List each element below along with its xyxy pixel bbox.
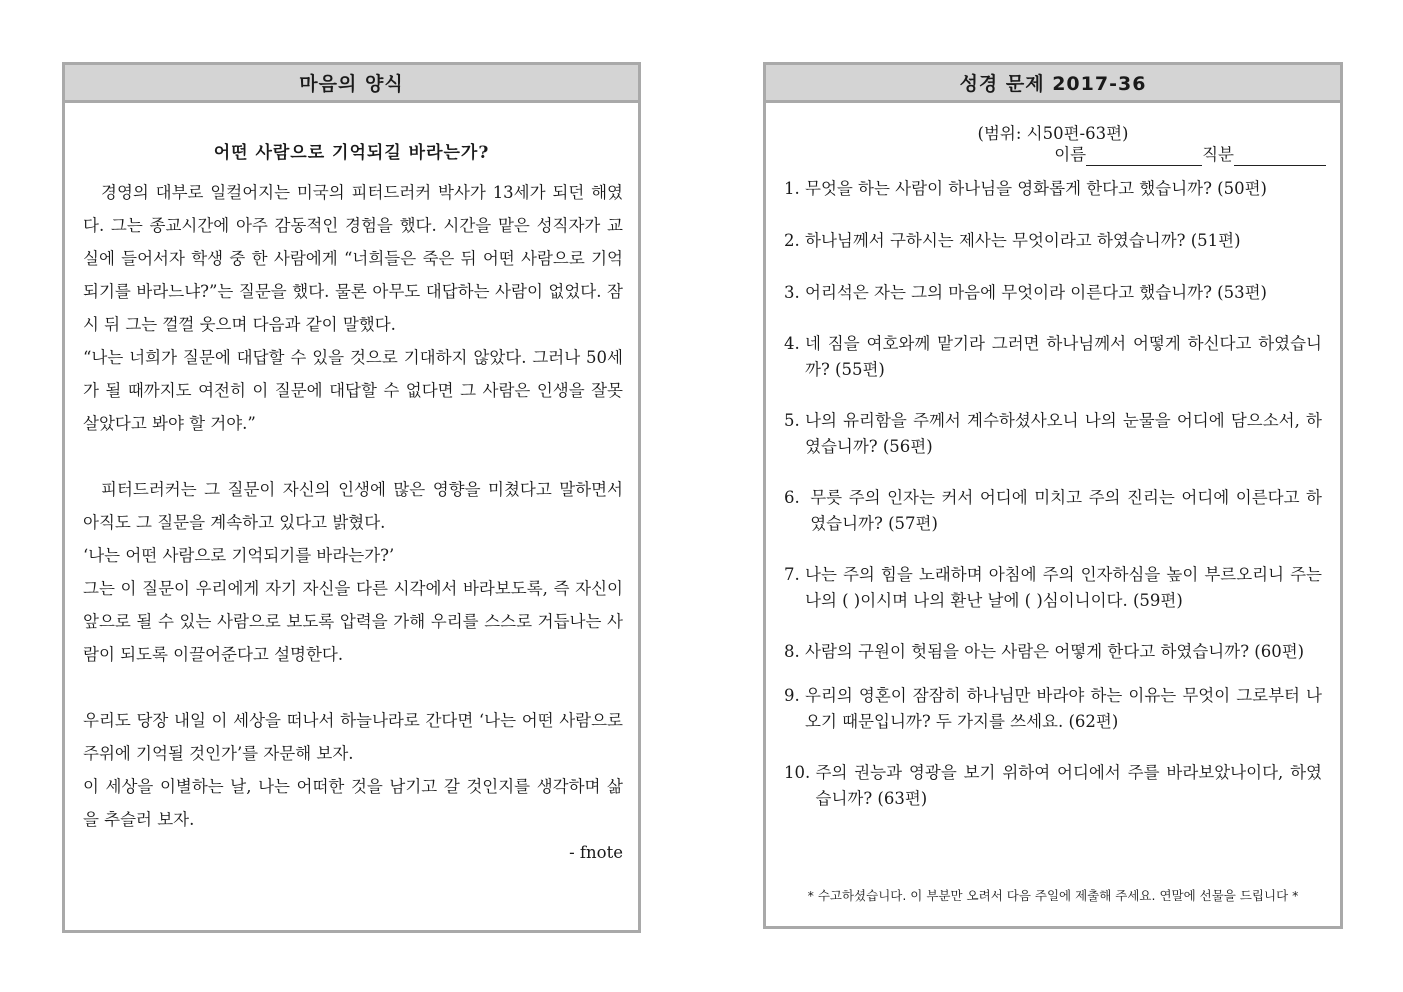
question-text: 나의 유리함을 주께서 계수하셨사오니 나의 눈물을 어디에 담으소서, 하였습니까? (56편) — [805, 411, 1322, 456]
question-number: 10. — [784, 763, 816, 782]
name-blank[interactable] — [1086, 147, 1202, 166]
article-signature: - fnote — [569, 843, 623, 862]
name-position-line — [766, 144, 1326, 166]
article-quote: “나는 너희가 질문에 대답할 수 있을 것으로 기대하지 않았다. 그러나 50세가 될 때까지도 여전히 이 질문에 대답할 수 없다면 그 사람은 인생을 잘못 살았다고 봐야 할 거야.” — [83, 348, 623, 433]
question-text: 어리석은 자는 그의 마음에 무엇이라 이른다고 했습니까? (53편) — [805, 283, 1267, 302]
question-number: 5. — [784, 411, 805, 430]
question-item — [784, 639, 1322, 665]
question-item — [784, 760, 1322, 812]
question-item — [784, 485, 1322, 537]
question-text: 무릇 주의 인자는 커서 어디에 미치고 주의 진리는 어디에 이른다고 하였습니까? (57편) — [810, 488, 1322, 533]
question-text: 하나님께서 구하시는 제사는 무엇이라고 하였습니까? (51편) — [805, 231, 1241, 250]
quiz-panel — [763, 62, 1343, 929]
article-paragraph: 경영의 대부로 일컬어지는 미국의 피터드러커 박사가 13세가 되던 해였다. 그는 종교시간에 아주 감동적인 경험을 했다. 시간을 맡은 성직자가 교실에 들어서자 학생 중 한 사람에게 “너희들은 죽은 뒤 어떤 사람으로 기억되기를 바라느냐?”는 질문을 했다. 물론 아무도 대답하는 사람이 없었다. 잠시 뒤 그는 껄껄 웃으며 다음과 같이 말했다. — [83, 183, 623, 334]
question-list — [784, 176, 1322, 812]
article-paragraph: 우리도 당장 내일 이 세상을 떠나서 하늘나라로 간다면 ‘나는 어떤 사람으로 주위에 기억될 것인가’를 자문해 보자. — [83, 711, 623, 763]
question-text: 나는 주의 힘을 노래하며 아침에 주의 인자하심을 높이 부르오리니 주는 나의 ( )이시며 나의 환난 날에 ( )심이니이다. (59편) — [805, 565, 1322, 610]
article-title: 어떤 사람으로 기억되길 바라는가? — [213, 143, 490, 163]
article-paragraph: 그는 이 질문이 우리에게 자기 자신을 다른 시각에서 바라보도록, 즉 자신이 앞으로 될 수 있는 사람으로 보도록 압력을 가해 우리를 스스로 거듭나는 사람이 되도록 이끌어준다고 설명한다. — [83, 579, 623, 664]
article-paragraph: 이 세상을 이별하는 날, 나는 어떠한 것을 남기고 갈 것인지를 생각하며 삶을 추슬러 보자. — [83, 777, 623, 829]
question-item — [784, 683, 1322, 735]
question-item — [784, 280, 1322, 306]
question-number: 4. — [784, 334, 805, 353]
article-body — [83, 176, 623, 869]
question-number: 1. — [784, 179, 805, 198]
question-number: 7. — [784, 565, 805, 584]
quiz-range: (범위: 시50편-63편) — [977, 124, 1129, 143]
question-text: 무엇을 하는 사람이 하나님을 영화롭게 한다고 했습니까? (50편) — [805, 179, 1267, 198]
question-item — [784, 408, 1322, 460]
question-text: 사람의 구원이 헛됨을 아는 사람은 어떻게 한다고 하였습니까? (60편) — [805, 642, 1305, 661]
reading-panel — [62, 62, 641, 933]
name-label: 이름 — [1054, 145, 1087, 164]
question-number: 2. — [784, 231, 805, 250]
article-paragraph: 피터드러커는 그 질문이 자신의 인생에 많은 영향을 미쳤다고 말하면서 아직도 그 질문을 계속하고 있다고 밝혔다. — [83, 480, 623, 532]
question-text: 우리의 영혼이 잠잠히 하나님만 바라야 하는 이유는 무엇이 그로부터 나오기 때문입니까? 두 가지를 쓰세요. (62편) — [805, 686, 1322, 731]
question-item — [784, 228, 1322, 254]
question-item — [784, 176, 1322, 202]
article-quote: ‘나는 어떤 사람으로 기억되기를 바라는가?’ — [83, 546, 395, 565]
question-item — [784, 562, 1322, 614]
question-item — [784, 331, 1322, 383]
position-blank[interactable] — [1234, 147, 1326, 166]
quiz-panel-header: 성경 문제 2017-36 — [766, 65, 1340, 103]
question-number: 8. — [784, 642, 805, 661]
quiz-footer-note: * 수고하셨습니다. 이 부분만 오려서 다음 주일에 제출해 주세요. 연말에 선물을 드립니다 * — [807, 888, 1299, 903]
reading-panel-header: 마음의 양식 — [65, 65, 638, 103]
question-text: 주의 권능과 영광을 보기 위하여 어디에서 주를 바라보았나이다, 하였습니까? (63편) — [815, 763, 1322, 808]
question-number: 9. — [784, 686, 805, 705]
question-number: 6. — [784, 488, 811, 507]
question-text: 네 짐을 여호와께 맡기라 그러면 하나님께서 어떻게 하신다고 하였습니까? (55편) — [805, 334, 1322, 379]
position-label: 직분 — [1202, 145, 1234, 164]
question-number: 3. — [784, 283, 805, 302]
